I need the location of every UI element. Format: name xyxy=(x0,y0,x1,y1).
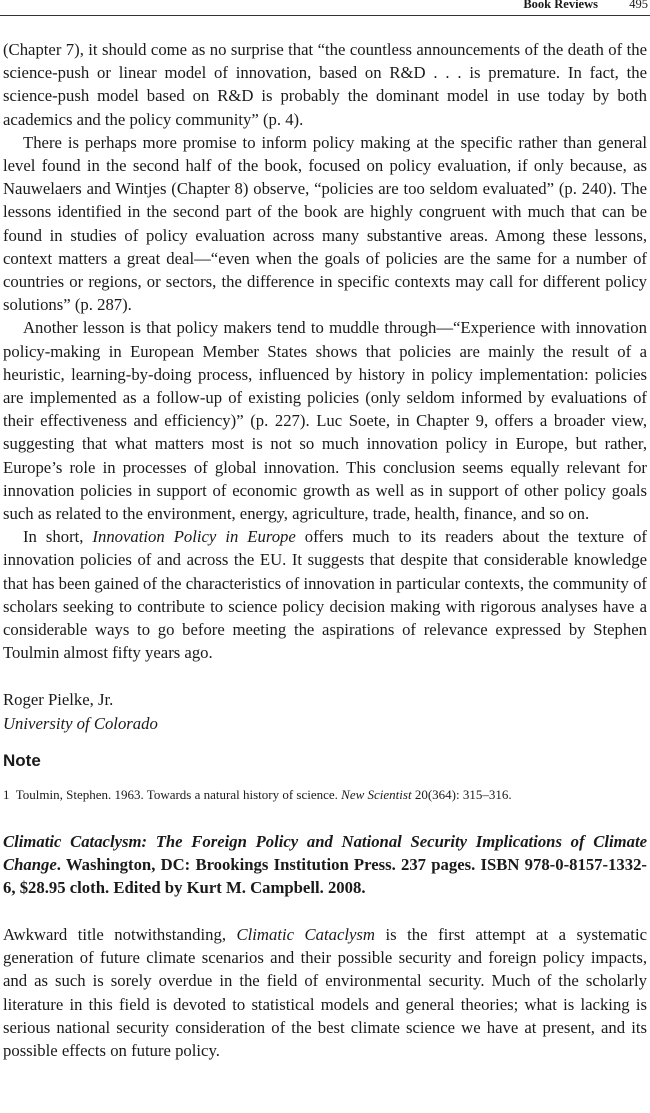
paragraph-1: (Chapter 7), it should come as no surprise that “the countless announcements of the death of the science-push or linear model of innovation, based on R&D . . . is premature. In fact, the science-push model based on R&D is probably the dominant model in use today by both academics and the policy community” (p. 4). xyxy=(3,40,647,129)
footnote-number: 1 xyxy=(3,786,10,802)
next-review-lead: Awkward title notwithstanding, xyxy=(3,924,237,944)
next-review-details: . Washington, DC: Brookings Institution Press. 237 pages. ISBN 978-0-8157-1332-6, $28.95 cloth. Edited by Kurt M. Campbell. 2008. xyxy=(3,854,647,897)
next-review-rest: is the first attempt at a systematic generation of future climate scenarios and their possible security and foreign policy impacts, and as such is sorely overdue in the field of environmental security. Much of the scholarly literature in this field is devoted to statistical models and general theories; what is lacking is serious national security consideration of the best climate science we have at present, and its possible effects on future policy. xyxy=(3,924,647,1060)
footnote-1 xyxy=(3,787,647,803)
reviewer-affiliation: University of Colorado xyxy=(3,713,158,733)
footnote-journal: New Scientist xyxy=(341,786,412,802)
paragraph-4 xyxy=(3,525,647,664)
footnote-text-after: 20(364): 315–316. xyxy=(411,786,512,802)
next-review-book-title: Climatic Cataclysm xyxy=(236,924,375,944)
paragraph-3: Another lesson is that policy makers tend to muddle through—“Experience with innovation policy-making in European Member States shows that policies are mainly the result of a heuristic, learning-by-doing process, influenced by history in policy implementation: policies are implemented as a follow-up of existing policies (only seldom informed by evaluations of their effectiveness and efficiency)” (p. 227). Luc Soete, in Chapter 9, offers a broader view, suggesting that what matters most is not so much innovation policy in Europe, but rather, Europe’s role in processes of global innovation. This conclusion seems equally relevant for innovation policies in support of economic growth as well as in support of other policy goals such as related to the environment, energy, agriculture, trade, health, finance, and so on. xyxy=(3,318,647,524)
footnote-text-before: Toulmin, Stephen. 1963. Towards a natural history of science. xyxy=(15,786,342,802)
section-title: Book Reviews xyxy=(523,0,598,11)
article-body xyxy=(3,38,647,1062)
paragraph-2: There is perhaps more promise to inform policy making at the specific rather than general level found in the second half of the book, focused on policy evaluation, if only because, as Nauwelaers and Wintjes (Chapter 8) observe, “policies are too seldom evaluated” (p. 240). The lessons identified in the second part of the book are highly congruent with much that can be found in studies of policy evaluation across many substantive areas. Among these lessons, context matters a great deal—“even when the goals of policies are the same for a number of countries or regions, or sectors, the difference in specific contexts may call for different policy solutions” (p. 287). xyxy=(3,132,647,315)
book-title-reference: Innovation Policy in Europe xyxy=(92,527,296,547)
paragraph-4-lead: In short, xyxy=(23,527,93,547)
next-review-paragraph xyxy=(3,923,647,1062)
notes-heading: Note xyxy=(3,750,41,770)
page-number: 495 xyxy=(629,0,648,11)
paragraph-4-rest: offers much to its readers about the texture of innovation policies of and across the EU. It suggests that despite that considerable knowledge that has been gained of the characteristics of innovation in particular contexts, the community of scholars seeking to contribute to science policy decision making with rigorous analyses have a considerable ways to go before meeting the aspirations of relevance expressed by Stephen Toulmin almost fifty years ago. xyxy=(3,527,647,663)
next-review-citation xyxy=(3,830,647,899)
running-head xyxy=(0,0,650,16)
reviewer-name: Roger Pielke, Jr. xyxy=(3,690,114,710)
next-review-title: Climatic Cataclysm: The Foreign Policy and National Security Implications of Climate Change xyxy=(3,831,647,874)
